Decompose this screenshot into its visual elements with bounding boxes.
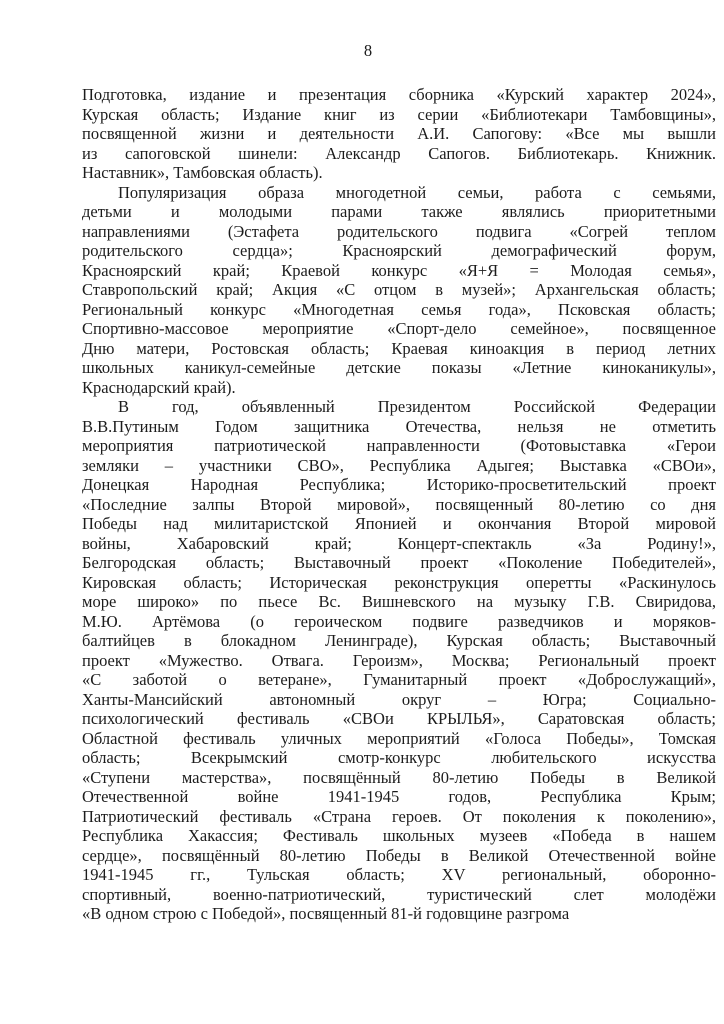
paragraph-2-line-2: детьми и молодыми парами также являлись приоритетными: [82, 202, 716, 221]
paragraph-2-line-5: Красноярский край; Краевой конкурс «Я+Я = Молодая семья»,: [82, 260, 716, 280]
paragraph-3-line-14: проект «Мужество. Отвага. Героизм», Москва; Региональный проект: [82, 650, 716, 670]
paragraph-3-line-24: сердце», посвящённый 80-летию Победы в Великой Отечественной войне: [82, 845, 716, 865]
paragraph-3-line-16: Ханты-Мансийский автономный округ – Югра; Социально-: [82, 689, 716, 709]
paragraph-3-line-27: «В одном строю с Победой», посвященный 81-й годовщине разгрома: [82, 904, 570, 923]
paragraph-1-line-3: посвященной жизни и деятельности А.И. Сапогову: «Все мы вышли: [82, 124, 716, 143]
paragraph-3-line-10: Кировская область; Историческая реконструкция оперетты «Раскинулось: [82, 572, 716, 592]
paragraph-3-line-4: земляки – участники СВО», Республика Адыгея; Выставка «СВОи»,: [82, 455, 716, 475]
paragraph-2-line-4: родительского сердца»; Красноярский демографический форум,: [82, 241, 716, 260]
paragraph-1-line-2: Курская область; Издание книг из серии «Библиотекари Тамбовщины»,: [82, 104, 716, 124]
paragraph-3-line-5: Донецкая Народная Республика; Историко-просветительский проект: [82, 475, 716, 494]
paragraph-3-line-17: психологический фестиваль «СВОи КРЫЛЬЯ», Саратовская область;: [82, 709, 716, 728]
paragraph-1-line-1: Подготовка, издание и презентация сборника «Курский характер 2024»,: [82, 85, 716, 104]
paragraph-3-line-23: Республика Хакассия; Фестиваль школьных музеев «Победа в нашем: [82, 826, 716, 845]
paragraph-1-line-5: Наставник», Тамбовская область).: [82, 163, 323, 182]
paragraph-3-line-26: спортивный, военно-патриотический, туристический слет молодёжи: [82, 884, 716, 904]
paragraph-3-line-21: Отечественной войне 1941-1945 годов, Республика Крым;: [82, 787, 716, 806]
paragraph-3-line-1: В год, объявленный Президентом Российской Федерации: [118, 397, 716, 416]
paragraph-2-line-3: направлениями (Эстафета родительского подвига «Согрей теплом: [82, 221, 716, 241]
paragraph-2-line-1: Популяризация образа многодетной семьи, работа с семьями,: [118, 182, 716, 202]
paragraph-3-line-20: «Ступени мастерства», посвящённый 80-летию Победы в Великой: [82, 767, 716, 787]
paragraph-2-line-10: школьных каникул-семейные детские показы «Летние киноканикулы»,: [82, 358, 716, 377]
paragraph-3-line-19: область; Всекрымский смотр-конкурс любительского искусства: [82, 748, 716, 767]
paragraph-3-line-25: 1941-1945 гг., Тульская область; XV региональный, оборонно-: [82, 865, 716, 884]
paragraph-3-line-18: Областной фестиваль уличных мероприятий «Голоса Победы», Томская: [82, 728, 716, 748]
paragraph-3-line-6: «Последние залпы Второй мировой», посвященный 80-летию со дня: [82, 494, 716, 514]
paragraph-2-line-11: Краснодарский край).: [82, 377, 236, 397]
document-body: [82, 85, 716, 924]
paragraph-3-line-22: Патриотический фестиваль «Страна героев. От поколения к поколению»,: [82, 806, 716, 826]
paragraph-3-line-11: море широко» по пьесе Вс. Вишневского на музыку Г.В. Свиридова,: [82, 592, 716, 611]
paragraph-3-line-3: мероприятия патриотической направленности (Фотовыставка «Герои: [82, 436, 716, 455]
paragraph-3-line-9: Белгородская область; Выставочный проект «Поколение Победителей»,: [82, 553, 716, 572]
paragraph-2-line-8: Спортивно-массовое мероприятие «Спорт-дело семейное», посвященное: [82, 319, 716, 338]
paragraph-3-line-2: В.В.Путиным Годом защитника Отечества, нельзя не отметить: [82, 416, 716, 436]
paragraph-3-line-7: Победы над милитаристской Японией и окончания Второй мировой: [82, 514, 716, 533]
paragraph-3-line-8: войны, Хабаровский край; Концерт-спектакль «За Родину!»,: [82, 533, 716, 553]
paragraph-2-line-9: Дню матери, Ростовская область; Краевая киноакция в период летних: [82, 338, 716, 358]
paragraph-1-line-4: из сапоговской шинели: Александр Сапогов. Библиотекарь. Книжник.: [82, 143, 716, 163]
paragraph-2-line-6: Ставропольский край; Акция «С отцом в музей»; Архангельская область;: [82, 280, 716, 299]
page-number: 8: [363, 41, 373, 60]
paragraph-3-line-12: М.Ю. Артёмова (о героическом подвиге разведчиков и моряков-: [82, 611, 716, 631]
paragraph-3-line-13: балтийцев в блокадном Ленинграде), Курская область; Выставочный: [82, 631, 716, 650]
paragraph-3-line-15: «С заботой о ветеране», Гуманитарный проект «Доброслужащий»,: [82, 670, 716, 689]
paragraph-2-line-7: Региональный конкурс «Многодетная семья года», Псковская область;: [82, 299, 716, 319]
